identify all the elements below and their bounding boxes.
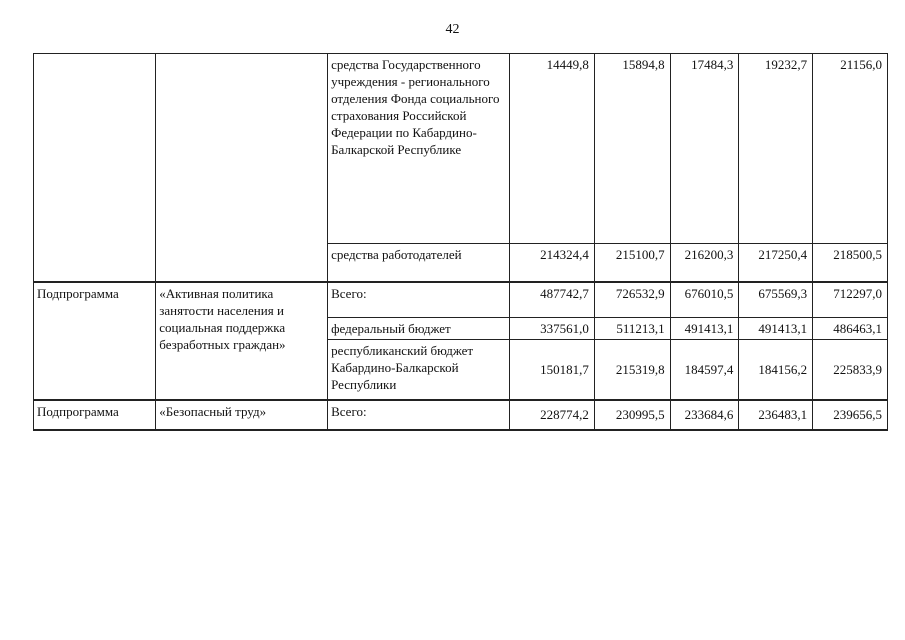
value-cell: 337561,0 [509, 318, 594, 340]
value-cell: 150181,7 [509, 340, 594, 400]
value-cell: 184156,2 [739, 340, 813, 400]
value-cell: 230995,5 [594, 400, 670, 430]
value-cell: 239656,5 [813, 400, 888, 430]
value-cell: 215100,7 [594, 244, 670, 282]
budget-table [33, 53, 888, 431]
table-row [34, 400, 888, 430]
value-cell: 218500,5 [813, 244, 888, 282]
value-cell: 19232,7 [739, 54, 813, 244]
program-type-cell: Подпрограмма [34, 282, 156, 400]
value-cell: 236483,1 [739, 400, 813, 430]
value-cell: 675569,3 [739, 282, 813, 318]
value-cell: 676010,5 [670, 282, 739, 318]
table-row [34, 54, 888, 244]
value-cell: 487742,7 [509, 282, 594, 318]
funding-source-cell: Всего: [328, 400, 510, 430]
value-cell: 21156,0 [813, 54, 888, 244]
value-cell: 17484,3 [670, 54, 739, 244]
value-cell: 216200,3 [670, 244, 739, 282]
value-cell: 712297,0 [813, 282, 888, 318]
value-cell: 491413,1 [670, 318, 739, 340]
value-cell: 233684,6 [670, 400, 739, 430]
value-cell: 15894,8 [594, 54, 670, 244]
value-cell: 491413,1 [739, 318, 813, 340]
funding-source-cell: федеральный бюджет [328, 318, 510, 340]
funding-source-cell: средства Государственного учреждения - регионального отделения Фонда социального страхования Российской Федерации по Кабардино-Балкарской Республике [328, 54, 510, 244]
program-name-cell: «Безопасный труд» [156, 400, 328, 430]
funding-source-cell: республиканский бюджет Кабардино-Балкарской Республики [328, 340, 510, 400]
value-cell: 225833,9 [813, 340, 888, 400]
table-row [34, 282, 888, 318]
program-type-cell [34, 54, 156, 282]
value-cell: 214324,4 [509, 244, 594, 282]
value-cell: 486463,1 [813, 318, 888, 340]
page-number: 42 [445, 22, 460, 37]
value-cell: 14449,8 [509, 54, 594, 244]
program-type-cell: Подпрограмма [34, 400, 156, 430]
value-cell: 217250,4 [739, 244, 813, 282]
value-cell: 511213,1 [594, 318, 670, 340]
program-name-cell [156, 54, 328, 282]
funding-source-cell: средства работодателей [328, 244, 510, 282]
value-cell: 215319,8 [594, 340, 670, 400]
value-cell: 184597,4 [670, 340, 739, 400]
program-name-cell: «Активная политика занятости населения и социальная поддержка безработных граждан» [156, 282, 328, 400]
value-cell: 726532,9 [594, 282, 670, 318]
funding-source-cell: Всего: [328, 282, 510, 318]
value-cell: 228774,2 [509, 400, 594, 430]
